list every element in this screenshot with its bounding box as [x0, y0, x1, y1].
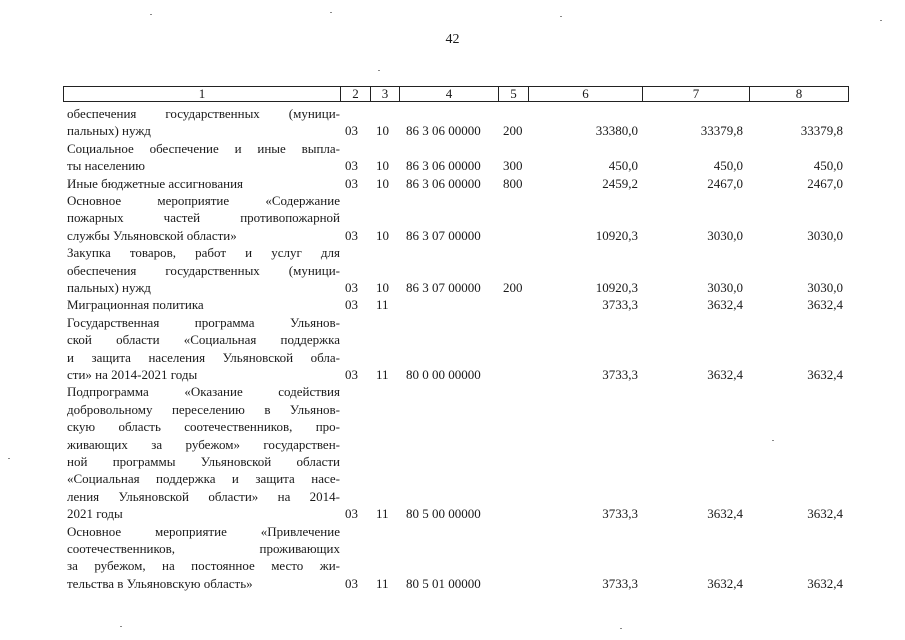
expense-type-code: 200	[503, 279, 523, 295]
row-name-line: пожарных частей противопожарной	[67, 210, 340, 226]
row-name-line: ной программы Ульяновской области	[67, 454, 340, 470]
row-name	[67, 314, 340, 384]
expense-type-code: 200	[503, 123, 523, 139]
target-article-code: 86 3 06 00000	[406, 123, 481, 139]
amount-col-8: 33379,8	[800, 123, 843, 139]
row-name	[67, 523, 340, 593]
amount-col-6: 10920,3	[595, 227, 638, 243]
amount-col-7: 3632,4	[707, 366, 743, 382]
subsection-code: 11	[376, 297, 389, 313]
row-name-line: скую область соотечественников, про-	[67, 419, 340, 435]
header-col-6: 6	[528, 87, 642, 101]
section-code: 03	[345, 297, 358, 313]
row-name-line: Миграционная политика	[67, 297, 204, 313]
row-name-line: обеспечения государственных (муници-	[67, 106, 340, 121]
row-name-line: Социальное обеспечение и иные выпла-	[67, 140, 340, 156]
amount-col-7: 33379,8	[700, 123, 743, 139]
header-col-2: 2	[340, 87, 370, 101]
row-name-line: пальных) нужд	[67, 280, 151, 295]
scan-speck	[8, 458, 10, 459]
table-row	[0, 105, 905, 140]
row-name	[67, 105, 340, 140]
row-name-line: пальных) нужд	[67, 123, 151, 139]
section-code: 03	[345, 123, 358, 139]
amount-col-7: 3030,0	[707, 227, 743, 243]
expense-type-code: 300	[503, 158, 523, 174]
row-name-line: добровольному переселению в Ульянов-	[67, 401, 340, 417]
target-article-code: 86 3 07 00000	[406, 227, 481, 243]
table-row	[0, 296, 905, 313]
row-name-line: соотечественников, проживающих	[67, 541, 340, 556]
section-code: 03	[345, 227, 358, 243]
table-column-header	[63, 86, 849, 102]
table-row	[0, 175, 905, 192]
amount-col-6: 10920,3	[595, 279, 638, 295]
section-code: 03	[345, 279, 358, 295]
row-name-line: тельства в Ульяновскую область»	[67, 575, 253, 591]
amount-col-8: 3632,4	[807, 297, 843, 313]
amount-col-6: 2459,2	[602, 175, 638, 191]
scan-speck	[330, 12, 332, 13]
section-code: 03	[345, 175, 358, 191]
amount-col-8: 3632,4	[807, 506, 843, 522]
scan-speck	[560, 16, 562, 17]
row-name	[67, 383, 340, 522]
amount-col-8: 3632,4	[807, 366, 843, 382]
scan-speck	[880, 20, 882, 21]
section-code: 03	[345, 506, 358, 522]
target-article-code: 86 3 06 00000	[406, 175, 481, 191]
amount-col-6: 3733,3	[602, 575, 638, 591]
row-name-line: сти» на 2014-2021 годы	[67, 367, 198, 383]
amount-col-7: 3632,4	[707, 506, 743, 522]
scan-speck	[150, 14, 152, 15]
section-code: 03	[345, 366, 358, 382]
scan-speck	[378, 70, 380, 71]
header-col-1: 1	[198, 86, 206, 101]
amount-col-7: 450,0	[713, 158, 743, 174]
row-name-line: и защита населения Ульяновской обла-	[67, 349, 340, 365]
row-name-line: 2021 годы	[67, 506, 123, 522]
subsection-code: 10	[376, 279, 389, 295]
scan-speck	[772, 440, 774, 441]
amount-col-6: 3733,3	[602, 366, 638, 382]
target-article-code: 86 3 06 00000	[406, 158, 481, 174]
amount-col-8: 3030,0	[807, 279, 843, 295]
table-row	[0, 314, 905, 384]
row-name-line: «Социальная поддержка и защита насе-	[67, 471, 340, 487]
subsection-code: 10	[376, 175, 389, 191]
table-row	[0, 244, 905, 296]
section-code: 03	[345, 575, 358, 591]
amount-col-7: 3632,4	[707, 297, 743, 313]
section-code: 03	[345, 158, 358, 174]
amount-col-8: 450,0	[813, 158, 843, 174]
amount-col-7: 2467,0	[707, 175, 743, 191]
row-name-line: Закупка товаров, работ и услуг для	[67, 245, 340, 261]
amount-col-8: 3030,0	[807, 227, 843, 243]
amount-col-8: 2467,0	[807, 175, 843, 191]
target-article-code: 80 0 00 00000	[406, 366, 481, 382]
amount-col-6: 33380,0	[595, 123, 638, 139]
header-col-8: 8	[749, 87, 848, 101]
target-article-code: 80 5 01 00000	[406, 575, 481, 591]
subsection-code: 11	[376, 575, 389, 591]
subsection-code: 10	[376, 158, 389, 174]
row-name-line: Основное мероприятие «Содержание	[67, 193, 340, 208]
scan-speck	[120, 626, 122, 627]
row-name-line: Государственная программа Ульянов-	[67, 314, 340, 330]
row-name-line: службы Ульяновской области»	[67, 227, 237, 243]
amount-col-8: 3632,4	[807, 575, 843, 591]
row-name-line: обеспечения государственных (муници-	[67, 262, 340, 278]
row-name	[67, 244, 340, 296]
row-name-line: ления Ульяновской области» на 2014-	[67, 488, 340, 504]
amount-col-6: 450,0	[608, 158, 638, 174]
expense-type-code: 800	[503, 175, 523, 191]
row-name-line: Подпрограмма «Оказание содействия	[67, 384, 340, 400]
table-row	[0, 192, 905, 244]
subsection-code: 11	[376, 506, 389, 522]
table-row	[0, 523, 905, 593]
subsection-code: 10	[376, 227, 389, 243]
row-name-line: ты населению	[67, 158, 145, 174]
scan-speck	[620, 628, 622, 629]
header-col-4: 4	[399, 87, 498, 101]
row-name	[67, 140, 340, 175]
amount-col-7: 3632,4	[707, 575, 743, 591]
row-name-line: ской области «Социальная поддержка	[67, 332, 340, 348]
amount-col-6: 3733,3	[602, 297, 638, 313]
header-col-5: 5	[498, 87, 528, 101]
subsection-code: 10	[376, 123, 389, 139]
table-row	[0, 383, 905, 522]
row-name-line: живающих за рубежом» государствен-	[67, 436, 340, 452]
target-article-code: 80 5 00 00000	[406, 506, 481, 522]
header-col-3: 3	[370, 87, 399, 101]
row-name-line: Основное мероприятие «Привлечение	[67, 523, 340, 539]
amount-col-6: 3733,3	[602, 506, 638, 522]
page-number: 42	[445, 32, 460, 47]
header-col-7: 7	[642, 87, 749, 101]
row-name	[67, 296, 340, 313]
row-name-line: за рубежом, на постоянное место жи-	[67, 558, 340, 574]
target-article-code: 86 3 07 00000	[406, 279, 481, 295]
row-name	[67, 175, 340, 192]
subsection-code: 11	[376, 366, 389, 382]
row-name	[67, 192, 340, 244]
amount-col-7: 3030,0	[707, 279, 743, 295]
table-row	[0, 140, 905, 175]
row-name-line: Иные бюджетные ассигнования	[67, 175, 244, 191]
